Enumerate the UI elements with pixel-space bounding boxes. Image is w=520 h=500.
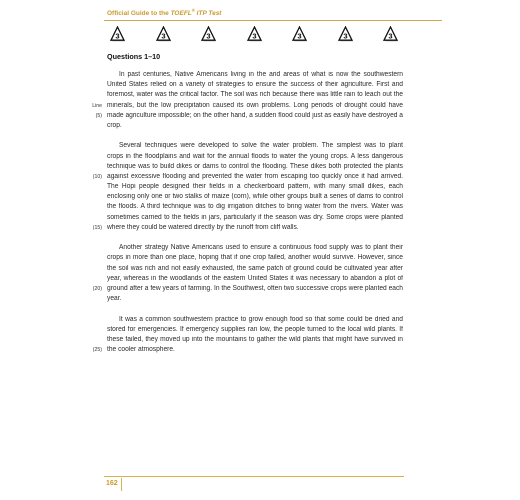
- line-number: (10): [92, 173, 102, 180]
- passage-line-text: these failed, they moved up into the mountains to gather the wild plants that might have survived in: [107, 335, 403, 343]
- section-number: 3: [342, 31, 348, 41]
- passage-line: [107, 152, 403, 162]
- section-number: 3: [160, 31, 166, 41]
- header-rule: [104, 20, 442, 21]
- passage-line-text: Another strategy Native Americans used to ensure a continuous food supply was to plant their: [119, 244, 404, 252]
- passage-line-text: year.: [107, 295, 122, 303]
- line-number: (15): [92, 224, 102, 231]
- triangle-icon: [338, 26, 354, 42]
- section-number: 3: [206, 31, 211, 41]
- passage-paragraph: [92, 141, 403, 233]
- header-suffix: ITP Test: [196, 10, 222, 17]
- passage-line-text: sometimes carried to the fields in jars, particularly if the season was dry. Some crops were planted: [107, 213, 403, 221]
- section-marker: [338, 26, 354, 42]
- passage-line: [107, 141, 403, 151]
- passage-line: [107, 335, 403, 345]
- passage-line-text: the cooler atmosphere.: [107, 346, 175, 354]
- passage-line: [92, 345, 403, 355]
- passage-line-text: the floods. A third technique was to dig irrigation ditches to bring water from the rivers. Water was: [107, 203, 403, 211]
- section-marker: [247, 26, 263, 42]
- passage-line-text: It was a common southwestern practice to grow enough food so that some could be dried and: [119, 315, 404, 323]
- triangle-icon: [156, 26, 172, 42]
- triangle-icon: [247, 26, 263, 42]
- passage-line: [92, 101, 403, 111]
- passage-line-text: year, whereas in the woodlands of the eastern United States it was necessary to abandon a plot of: [107, 274, 403, 282]
- passage-line: [107, 294, 403, 304]
- passage-line-text: against excessive flooding and prevented the water from escaping too quickly once it had arrived.: [107, 172, 403, 180]
- footer-rule: [104, 476, 404, 477]
- passage-line: [107, 264, 403, 274]
- passage-line-text: enclosing only one or two stalks of maize (corn), while other groups built a series of dams to control: [107, 193, 403, 201]
- passage-line: [107, 243, 403, 253]
- section-marker: [201, 26, 217, 42]
- section-marker: [383, 26, 399, 42]
- page-number: 162: [106, 480, 118, 487]
- triangle-icon: [201, 26, 217, 42]
- passage-line-text: technique was to build dikes or dams to control the flooding. These dikes both protected the plants: [107, 162, 403, 170]
- passage-line-text: made agriculture impossible; on the other hand, a sudden flood could just as easily have destroyed a: [107, 111, 403, 119]
- passage-paragraph: [92, 243, 404, 304]
- passage-line-text: the soil was rich and not easily exhausted, the same patch of ground could be cultivated year after: [107, 264, 403, 272]
- header-brand: TOEFL: [170, 10, 192, 17]
- passage-line: [92, 284, 403, 294]
- running-header: [107, 9, 221, 18]
- passage-line: [107, 70, 403, 80]
- registered-mark: ®: [191, 7, 195, 13]
- passage-line: [107, 80, 403, 90]
- passage-line-text: stored for emergencies. If emergency supplies ran low, the people turned to the local wild plants. If: [107, 325, 403, 333]
- passage-line-text: crops in the floodplains and wait for the annual floods to water the young crops. A less dangerous: [107, 152, 403, 160]
- passage-line-text: Several techniques were developed to solve the water problem. The simplest was to plant: [119, 142, 403, 150]
- passage-line: [107, 121, 403, 131]
- header-title-italic: [170, 7, 222, 17]
- passage-line: [107, 162, 403, 172]
- reading-passage: [92, 70, 404, 365]
- passage-line-text: crops in more than one place, hoping that if one crop failed, another would survive. However, since: [107, 254, 403, 262]
- passage-line-text: where they could be watered directly by the runoff from cliff walls.: [107, 223, 299, 231]
- passage-line-text: ground after a few years of farming. In the Southwest, often two successive crops were planted each: [107, 284, 403, 292]
- passage-line: [107, 315, 403, 325]
- section-number: 3: [115, 31, 120, 41]
- passage-line: [107, 182, 403, 192]
- section-marker: [156, 26, 172, 42]
- line-number: (5): [95, 112, 102, 119]
- passage-line-text: The Hopi people designed their fields in a checkerboard pattern, with many small dikes, each: [107, 183, 403, 191]
- passage-line-text: foremost, water was the critical factor. The soil was rich because there was little rain to leach out the: [107, 91, 403, 99]
- passage-line: [107, 202, 403, 212]
- section-number: 3: [251, 31, 257, 41]
- passage-paragraph: [92, 315, 404, 356]
- passage-line-text: minerals, but the low precipitation caused its own problems. Long periods of drought could have: [107, 101, 403, 109]
- passage-paragraph: [92, 70, 404, 131]
- passage-line: [107, 325, 403, 335]
- triangle-icon: [383, 26, 399, 42]
- passage-line: [107, 192, 403, 202]
- section-marker-row: [110, 26, 399, 42]
- passage-line-text: United States relied on a variety of strategies to ensure the success of their agriculture. First and: [107, 81, 403, 89]
- line-number: (25): [92, 347, 102, 354]
- passage-line-text: In past centuries, Native Americans living in the arid areas of what is now the southwestern: [119, 71, 404, 78]
- triangle-icon: [110, 26, 126, 42]
- passage-line: [107, 274, 403, 284]
- passage-line: [92, 223, 403, 233]
- passage-line: [107, 213, 403, 223]
- page-number-bar: [121, 478, 122, 491]
- section-number: 3: [388, 31, 393, 41]
- passage-line: [107, 253, 403, 263]
- passage-line: [95, 111, 403, 121]
- line-number: Line: [92, 102, 102, 109]
- triangle-icon: [292, 26, 308, 42]
- passage-line: [107, 90, 403, 100]
- line-number: (20): [92, 285, 102, 292]
- section-number: 3: [297, 31, 302, 41]
- passage-line: [92, 172, 403, 182]
- section-marker: [110, 26, 126, 42]
- passage-line-text: crop.: [107, 121, 122, 129]
- questions-heading: Questions 1–10: [107, 52, 161, 61]
- section-marker: [292, 26, 308, 42]
- header-prefix: Official Guide to the: [107, 10, 169, 17]
